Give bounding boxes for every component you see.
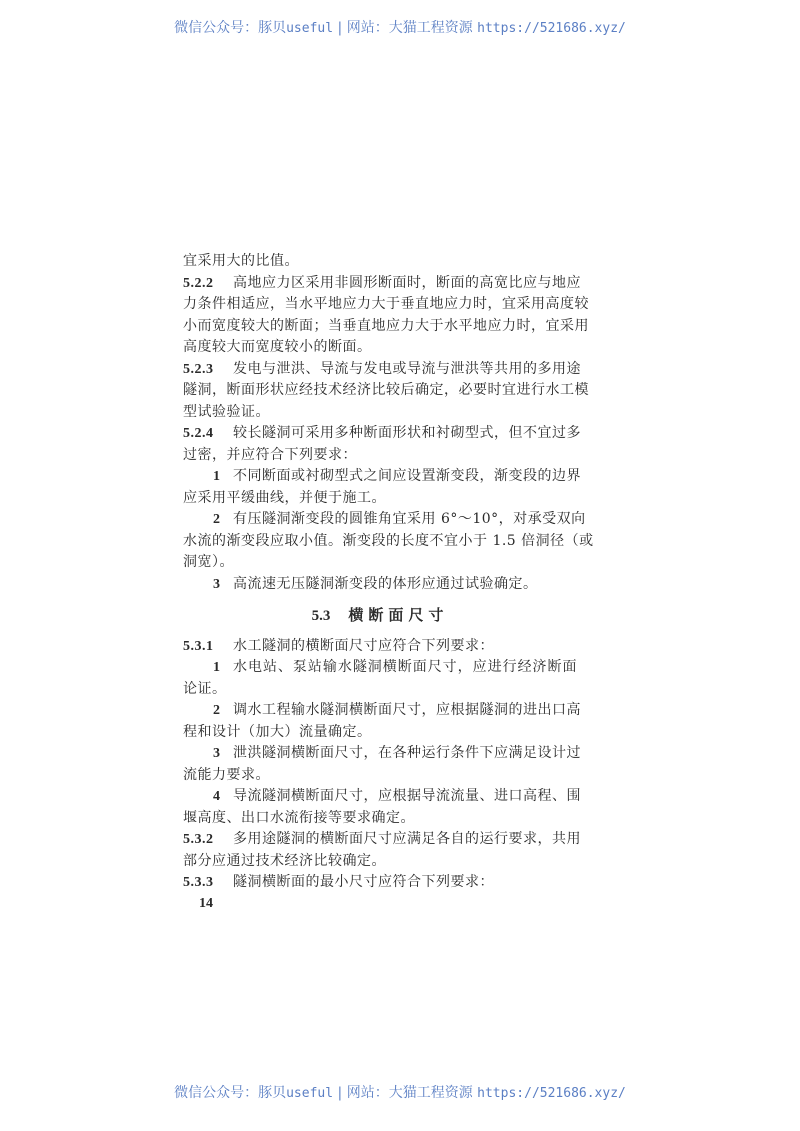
item-number: 1 <box>213 469 221 484</box>
clause-number: 5.2.3 <box>183 361 214 377</box>
line-text: 较长隧洞可采用多种断面形状和衬砌型式，但不宜过多 <box>233 425 581 441</box>
text-line <box>183 679 577 701</box>
watermark-site-label: 网站：大猫工程资源 <box>346 1085 478 1101</box>
item-number: 1 <box>213 660 221 675</box>
clause-line <box>183 872 577 894</box>
line-text: 部分应通过技术经济比较确定。 <box>183 852 386 869</box>
clause-line <box>183 636 577 658</box>
line-text: 水工隧洞的横断面尺寸应符合下列要求： <box>233 637 494 654</box>
text-line <box>183 380 589 402</box>
line-text: 洞宽）。 <box>183 554 234 570</box>
line-text: 泄洪隧洞横断面尺寸，在各种运行条件下应满足设计过 <box>233 745 581 761</box>
line-text: 隧洞，断面形状应经技术经济比较后确定，必要时宜进行水工模 <box>183 382 589 398</box>
item-number: 2 <box>213 703 221 718</box>
list-item-line <box>183 466 581 488</box>
list-item-line <box>183 509 586 531</box>
line-text: 宜采用大的比值。 <box>183 253 299 269</box>
clause-line <box>183 359 581 381</box>
line-text: 高地应力区采用非圆形断面时，断面的高宽比应与地应 <box>233 274 581 291</box>
page-number: 14 <box>199 896 213 911</box>
clause-number: 5.2.2 <box>183 275 214 291</box>
line-text: 发电与泄洪、导流与发电或导流与泄洪等共用的多用途 <box>233 360 581 377</box>
text-line <box>183 765 577 787</box>
list-item-line <box>183 743 581 765</box>
line-text: 不同断面或衬砌型式之间应设置渐变段，渐变段的边界 <box>233 468 581 484</box>
line-text: 过密，并应符合下列要求： <box>183 446 357 463</box>
watermark-header <box>0 17 800 37</box>
line-text: 多用途隧洞的横断面尺寸应满足各自的运行要求，共用 <box>233 831 581 847</box>
line-text: 水电站、泵站输水隧洞横断面尺寸，应进行经济断面 <box>233 659 577 675</box>
clause-number: 5.2.4 <box>183 426 214 441</box>
text-line <box>183 531 594 553</box>
line-text: 调水工程输水隧洞横断面尺寸，应根据隧洞的进出口高 <box>233 702 581 718</box>
watermark-separator: | <box>333 1085 347 1101</box>
item-number: 2 <box>213 512 221 527</box>
clause-number: 5.3.1 <box>183 638 214 654</box>
watermark-account: useful <box>286 1086 334 1101</box>
line-text: 高流速无压隧洞渐变段的体形应通过试验确定。 <box>233 575 538 592</box>
line-text: 水流的渐变段应取小值。渐变段的长度不宜小于 1.5 倍洞径（或 <box>183 532 594 549</box>
line-text: 力条件相适应，当水平地应力大于垂直地应力时，宜采用高度较 <box>183 296 589 312</box>
list-item-line <box>183 574 577 596</box>
text-line <box>183 808 577 830</box>
line-text: 隧洞横断面的最小尺寸应符合下列要求： <box>233 874 494 890</box>
line-text: 流能力要求。 <box>183 766 270 783</box>
text-line <box>183 294 589 316</box>
document-body <box>183 251 594 894</box>
section-heading-title: 横断面尺寸 <box>348 606 449 624</box>
list-item-line <box>183 657 577 679</box>
watermark-prefix: 微信公众号：豚贝 <box>174 1085 287 1101</box>
watermark-prefix: 微信公众号：豚贝 <box>174 20 287 36</box>
line-text: 小而宽度较大的断面；当垂直地应力大于水平地应力时，宜采用 <box>183 317 589 334</box>
text-line <box>183 722 577 744</box>
line-text: 有压隧洞渐变段的圆锥角宜采用 6°～10°，对承受双向 <box>233 511 586 527</box>
line-text: 导流隧洞横断面尺寸，应根据导流流量、进口高程、围 <box>233 788 581 804</box>
clause-line <box>183 423 581 445</box>
clause-number: 5.3.2 <box>183 832 214 847</box>
text-line <box>183 316 589 338</box>
line-text: 程和设计（加大）流量确定。 <box>183 723 372 740</box>
watermark-site-label: 网站：大猫工程资源 <box>346 20 478 36</box>
text-line <box>183 488 577 510</box>
line-text: 型试验验证。 <box>183 403 270 420</box>
line-text: 堰高度、出口水流衔接等要求确定。 <box>183 809 415 826</box>
line-text: 论证。 <box>183 680 227 697</box>
text-line <box>183 402 577 424</box>
text-line <box>183 552 577 574</box>
watermark-url: https://521686.xyz/ <box>477 1086 626 1101</box>
list-item-line <box>183 700 581 722</box>
text-line <box>183 251 577 273</box>
text-line <box>183 445 577 467</box>
line-text: 高度较大而宽度较小的断面。 <box>183 339 372 355</box>
text-line <box>183 851 577 873</box>
item-number: 3 <box>213 576 221 592</box>
section-heading <box>183 595 577 636</box>
section-heading-number: 5.3 <box>311 608 331 624</box>
watermark-url: https://521686.xyz/ <box>477 21 626 36</box>
watermark-separator: | <box>333 20 347 36</box>
item-number: 3 <box>213 746 221 761</box>
list-item-line <box>183 786 581 808</box>
clause-line <box>183 829 581 851</box>
item-number: 4 <box>213 789 221 804</box>
watermark-account: useful <box>286 21 334 36</box>
clause-line <box>183 273 581 295</box>
clause-number: 5.3.3 <box>183 875 214 890</box>
line-text: 应采用平缓曲线，并便于施工。 <box>183 489 386 506</box>
watermark-footer <box>0 1082 800 1102</box>
text-line <box>183 337 577 359</box>
